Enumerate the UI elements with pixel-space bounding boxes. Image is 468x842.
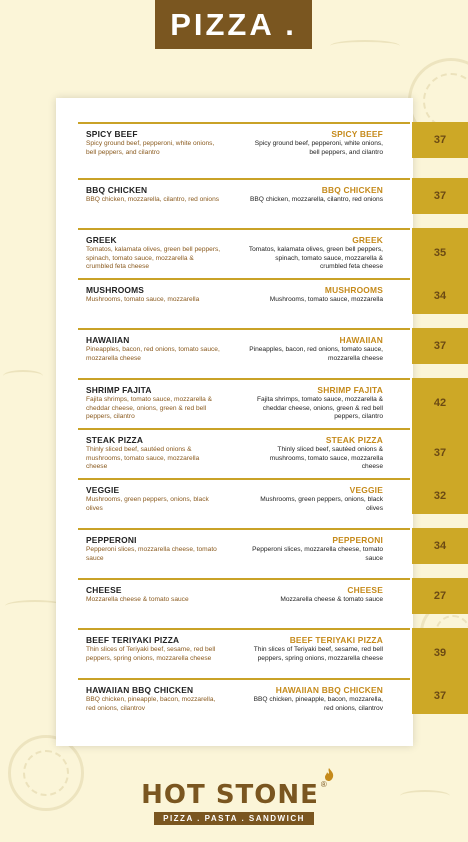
item-price: 35 bbox=[412, 228, 468, 278]
separator-line bbox=[78, 628, 410, 630]
item-price: 32 bbox=[412, 478, 468, 514]
item-name: MUSHROOMS bbox=[86, 285, 145, 295]
separator-line bbox=[78, 428, 410, 430]
item-description: Fajita shrimps, tomato sauce, mozzarella & cheddar cheese, onions, green & red bell peppers, cilantro bbox=[86, 396, 213, 420]
separator-line bbox=[78, 122, 410, 124]
item-name-right: SPICY BEEF bbox=[331, 129, 383, 139]
item-price: 42 bbox=[412, 378, 468, 428]
item-name-right: GREEK bbox=[352, 235, 383, 245]
item-name: HAWAIIAN BBQ CHICKEN bbox=[86, 685, 194, 695]
item-price: 37 bbox=[412, 122, 468, 158]
item-price: 37 bbox=[412, 678, 468, 714]
item-description: Pepperoni slices, mozzarella cheese, tomato sauce bbox=[86, 546, 217, 562]
item-name-right: MUSHROOMS bbox=[324, 285, 383, 295]
item-name-right: CHEESE bbox=[347, 585, 383, 595]
item-description: Tomatos, kalamata olives, green bell peppers, spinach, tomato sauce, mozzarella & crumbled feta cheese bbox=[86, 246, 221, 270]
item-name: BBQ CHICKEN bbox=[86, 185, 148, 195]
background-squiggle bbox=[330, 40, 400, 52]
item-description-right: Mushrooms, green peppers, onions, black olives bbox=[260, 496, 383, 512]
item-description: Pineapples, bacon, red onions, tomato sauce, mozzarella cheese bbox=[86, 346, 220, 362]
item-description-right: Pepperoni slices, mozzarella cheese, tomato sauce bbox=[252, 546, 383, 562]
item-description: Thin slices of Teriyaki beef, sesame, red bell peppers, spring onions, mozzarella cheese bbox=[86, 646, 216, 662]
item-name: SHRIMP FAJITA bbox=[86, 385, 152, 395]
item-name: GREEK bbox=[86, 235, 117, 245]
item-description: BBQ chicken, pineapple, bacon, mozzarella, red onions, cilantrov bbox=[86, 696, 216, 712]
brand-logo bbox=[0, 780, 468, 825]
menu-item bbox=[78, 528, 468, 578]
item-price: 34 bbox=[412, 278, 468, 314]
item-name: PEPPERONI bbox=[86, 535, 137, 545]
item-description: Thinly sliced beef, sautéed onions & mushrooms, tomato sauce, mozzarella cheese bbox=[86, 446, 200, 470]
menu-item bbox=[78, 678, 468, 728]
menu-item bbox=[78, 478, 468, 528]
item-price: 37 bbox=[412, 428, 468, 478]
item-description-right: Pineapples, bacon, red onions, tomato sauce, mozzarella cheese bbox=[249, 346, 383, 362]
flame-icon bbox=[322, 768, 336, 782]
brand-tagline: PIZZA . PASTA . SANDWICH bbox=[154, 812, 314, 825]
background-squiggle bbox=[3, 370, 43, 382]
item-name-right: BBQ CHICKEN bbox=[321, 185, 383, 195]
item-name: HAWAIIAN bbox=[86, 335, 130, 345]
item-description-right: Mushrooms, tomato sauce, mozzarella bbox=[269, 296, 383, 303]
item-name-right: VEGGIE bbox=[349, 485, 383, 495]
item-name: VEGGIE bbox=[86, 485, 120, 495]
item-description-right: Fajita shrimps, tomato sauce, mozzarella & cheddar cheese, onions, green & red bell peppers, cilantro bbox=[256, 396, 383, 420]
menu-item bbox=[78, 228, 468, 278]
menu-item bbox=[78, 122, 468, 172]
separator-line bbox=[78, 378, 410, 380]
item-name-right: HAWAIIAN BBQ CHICKEN bbox=[275, 685, 383, 695]
item-description: Spicy ground beef, pepperoni, white onions, bell peppers, and cilantro bbox=[86, 140, 215, 156]
separator-line bbox=[78, 178, 410, 180]
item-description-right: BBQ chicken, pineapple, bacon, mozzarella, red onions, cilantrov bbox=[253, 696, 383, 712]
item-name: CHEESE bbox=[86, 585, 122, 595]
separator-line bbox=[78, 578, 410, 580]
menu-item bbox=[78, 378, 468, 428]
item-description: BBQ chicken, mozzarella, cilantro, red onions bbox=[86, 196, 220, 203]
menu-item bbox=[78, 578, 468, 628]
separator-line bbox=[78, 478, 410, 480]
item-name: SPICY BEEF bbox=[86, 129, 138, 139]
item-description-right: Thinly sliced beef, sautéed onions & mushrooms, tomato sauce, mozzarella cheese bbox=[269, 446, 383, 470]
item-description-right: Mozzarella cheese & tomato sauce bbox=[280, 596, 383, 603]
item-price: 37 bbox=[412, 328, 468, 364]
item-price: 39 bbox=[412, 628, 468, 678]
item-price: 27 bbox=[412, 578, 468, 614]
item-name-right: BEEF TERIYAKI PIZZA bbox=[289, 635, 383, 645]
separator-line bbox=[78, 678, 410, 680]
item-description: Mushrooms, green peppers, onions, black olives bbox=[86, 496, 209, 512]
separator-line bbox=[78, 278, 410, 280]
item-description-right: Tomatos, kalamata olives, green bell peppers, spinach, tomato sauce, mozzarella & crumbled feta cheese bbox=[248, 246, 383, 270]
item-name: BEEF TERIYAKI PIZZA bbox=[86, 635, 180, 645]
item-price: 37 bbox=[412, 178, 468, 214]
item-name-right: STEAK PIZZA bbox=[325, 435, 383, 445]
item-price: 34 bbox=[412, 528, 468, 564]
menu-item bbox=[78, 278, 468, 328]
page-title: PIZZA . bbox=[155, 0, 312, 49]
item-name-right: HAWAIIAN bbox=[339, 335, 383, 345]
menu-item bbox=[78, 428, 468, 478]
item-description-right: BBQ chicken, mozzarella, cilantro, red onions bbox=[249, 196, 383, 203]
item-description-right: Thin slices of Teriyaki beef, sesame, red bell peppers, spring onions, mozzarella cheese bbox=[253, 646, 383, 662]
separator-line bbox=[78, 528, 410, 530]
item-description-right: Spicy ground beef, pepperoni, white onions, bell peppers, and cilantro bbox=[254, 140, 383, 156]
menu-item bbox=[78, 628, 468, 678]
registered-mark: ® bbox=[320, 780, 327, 789]
item-name-right: PEPPERONI bbox=[332, 535, 383, 545]
menu-item bbox=[78, 178, 468, 228]
separator-line bbox=[78, 228, 410, 230]
item-description: Mushrooms, tomato sauce, mozzarella bbox=[86, 296, 200, 303]
brand-name: HOT STONE bbox=[141, 780, 319, 810]
separator-line bbox=[78, 328, 410, 330]
menu-item bbox=[78, 328, 468, 378]
item-name-right: SHRIMP FAJITA bbox=[317, 385, 383, 395]
item-description: Mozzarella cheese & tomato sauce bbox=[86, 596, 189, 603]
item-name: STEAK PIZZA bbox=[86, 435, 144, 445]
